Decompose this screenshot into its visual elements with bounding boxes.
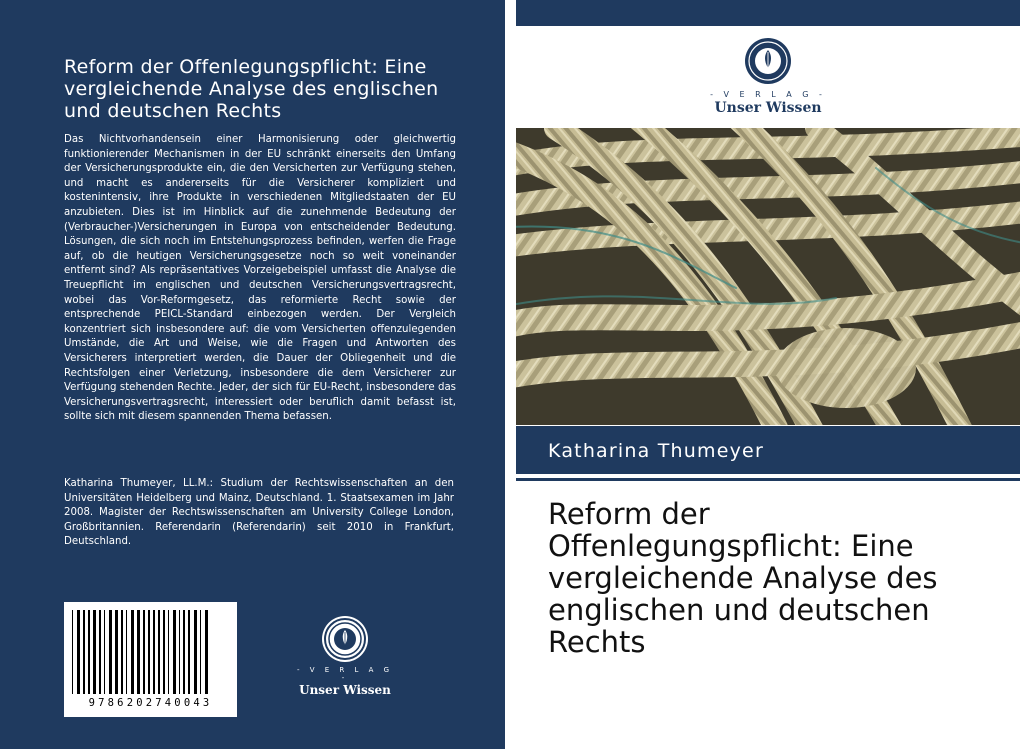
divider-rule xyxy=(516,478,1020,481)
barcode-bar xyxy=(77,610,80,694)
rope-photo xyxy=(516,128,1020,425)
barcode-bar xyxy=(194,610,197,694)
barcode-bar xyxy=(83,610,85,694)
publisher-name: Unser Wissen xyxy=(299,683,391,697)
spine xyxy=(505,0,516,749)
barcode-bar xyxy=(126,610,127,694)
barcode-bar xyxy=(205,610,208,694)
isbn-number: 9786202740043 xyxy=(88,697,213,709)
publisher-verlag-label: - V E R L A G - xyxy=(710,90,826,99)
top-band xyxy=(516,0,1020,26)
barcode-bar xyxy=(93,610,96,694)
barcode-bar xyxy=(200,610,201,694)
back-cover-blurb: Das Nichtvorhandensein einer Harmonisierung oder gleichwertig funktionierender Mechanismen in der EU schränkt einerseits den Umfang der Versicherungsprodukte ein, die den Versicherten zur Verfügung stehen, und macht es andererseits für die Versicherer kompliziert und kostenintensiv, ihre Produkte in verschiedenen Mitgliedstaaten der EU anzubieten. Dies ist im Hinblick auf die zunehmende Bedeutung der (Verbraucher-)Versicherungen in Europa von entscheidender Bedeutung. Lösungen, die sich noch im Entstehungsprozess befinden, werfen die Frage auf, ob die heutigen Versicherungsgesetze noch so weit voneinander entfernt sind? Als repräsentatives Vorzeigebeispiel umfasst die Analyse die Treuepflicht im englischen und deutschen Versicherungsvertragsrecht, wobei das Vor-Reformgesetz, das reformierte Recht sowie der entsprechende PEICL-Standard einbezogen werden. Der Vergleich konzentriert sich insbesondere auf: die vom Versicherten offenzulegenden Umstände, die Art und Weise, wie die Fragen und Antworten des Versicherers interpretiert werden, die Dauer der Obliegenheit und die Rechtsfolgen einer Verletzung, insbesondere die dem Versicherer zur Verfügung stehenden Rechte. Jeder, der sich für EU-Recht, insbesondere das Versicherungsvertragsrecht, interessiert oder beruflich damit befasst ist, sollte sich mit diesem spannenden Thema befassen. xyxy=(64,134,456,423)
barcode-bar xyxy=(72,610,73,694)
barcode-bar xyxy=(163,610,165,694)
barcode-bar xyxy=(115,610,118,694)
barcode-bar xyxy=(188,610,190,694)
author-band xyxy=(516,426,1020,474)
barcode-bar xyxy=(179,610,180,694)
front-cover-title: Reform der Offenlegungspflicht: Eine vergleichende Analyse des englischen und deutschen Rechts xyxy=(548,497,938,659)
barcode-bar xyxy=(148,610,150,694)
barcode-bar xyxy=(88,610,90,694)
barcode-bar xyxy=(104,610,105,694)
publisher-verlag-label: - V E R L A G - xyxy=(296,666,394,682)
barcode-bar xyxy=(158,610,160,694)
front-author-name: Katharina Thumeyer xyxy=(548,440,764,462)
publisher-logo-front xyxy=(702,38,834,116)
isbn-barcode xyxy=(64,602,237,717)
publisher-name: Unser Wissen xyxy=(714,100,822,116)
barcode-bar xyxy=(131,610,134,694)
barcode-bar xyxy=(173,610,176,694)
barcode-bar xyxy=(109,610,112,694)
quill-pen-seal-icon xyxy=(324,618,366,660)
barcode-bar xyxy=(137,610,140,694)
publisher-logo-back xyxy=(295,618,395,697)
barcode-bar xyxy=(153,610,155,694)
back-cover-title: Reform der Offenlegungspflicht: Eine vergleichende Analyse des englischen und deutschen Rechts xyxy=(64,56,439,122)
barcode-bar xyxy=(168,610,169,694)
barcode-bars xyxy=(64,602,237,702)
front-cover xyxy=(516,0,1020,749)
barcode-bar xyxy=(99,610,101,694)
barcode-bar xyxy=(143,610,145,694)
author-bio: Katharina Thumeyer, LL.M.: Studium der Rechtswissenschaften an den Universitäten Heidelberg und Mainz, Deutschland. 1. Staatsexamen im Jahr 2008. Magister der Rechtswissenschaften am University College London, Großbritannien. Referendarin (Referendarin) seit 2010 in Frankfurt, Deutschland. xyxy=(64,478,454,548)
quill-pen-seal-icon xyxy=(745,38,791,84)
barcode-bar xyxy=(121,610,123,694)
barcode-bar xyxy=(183,610,185,694)
back-cover xyxy=(0,0,505,749)
